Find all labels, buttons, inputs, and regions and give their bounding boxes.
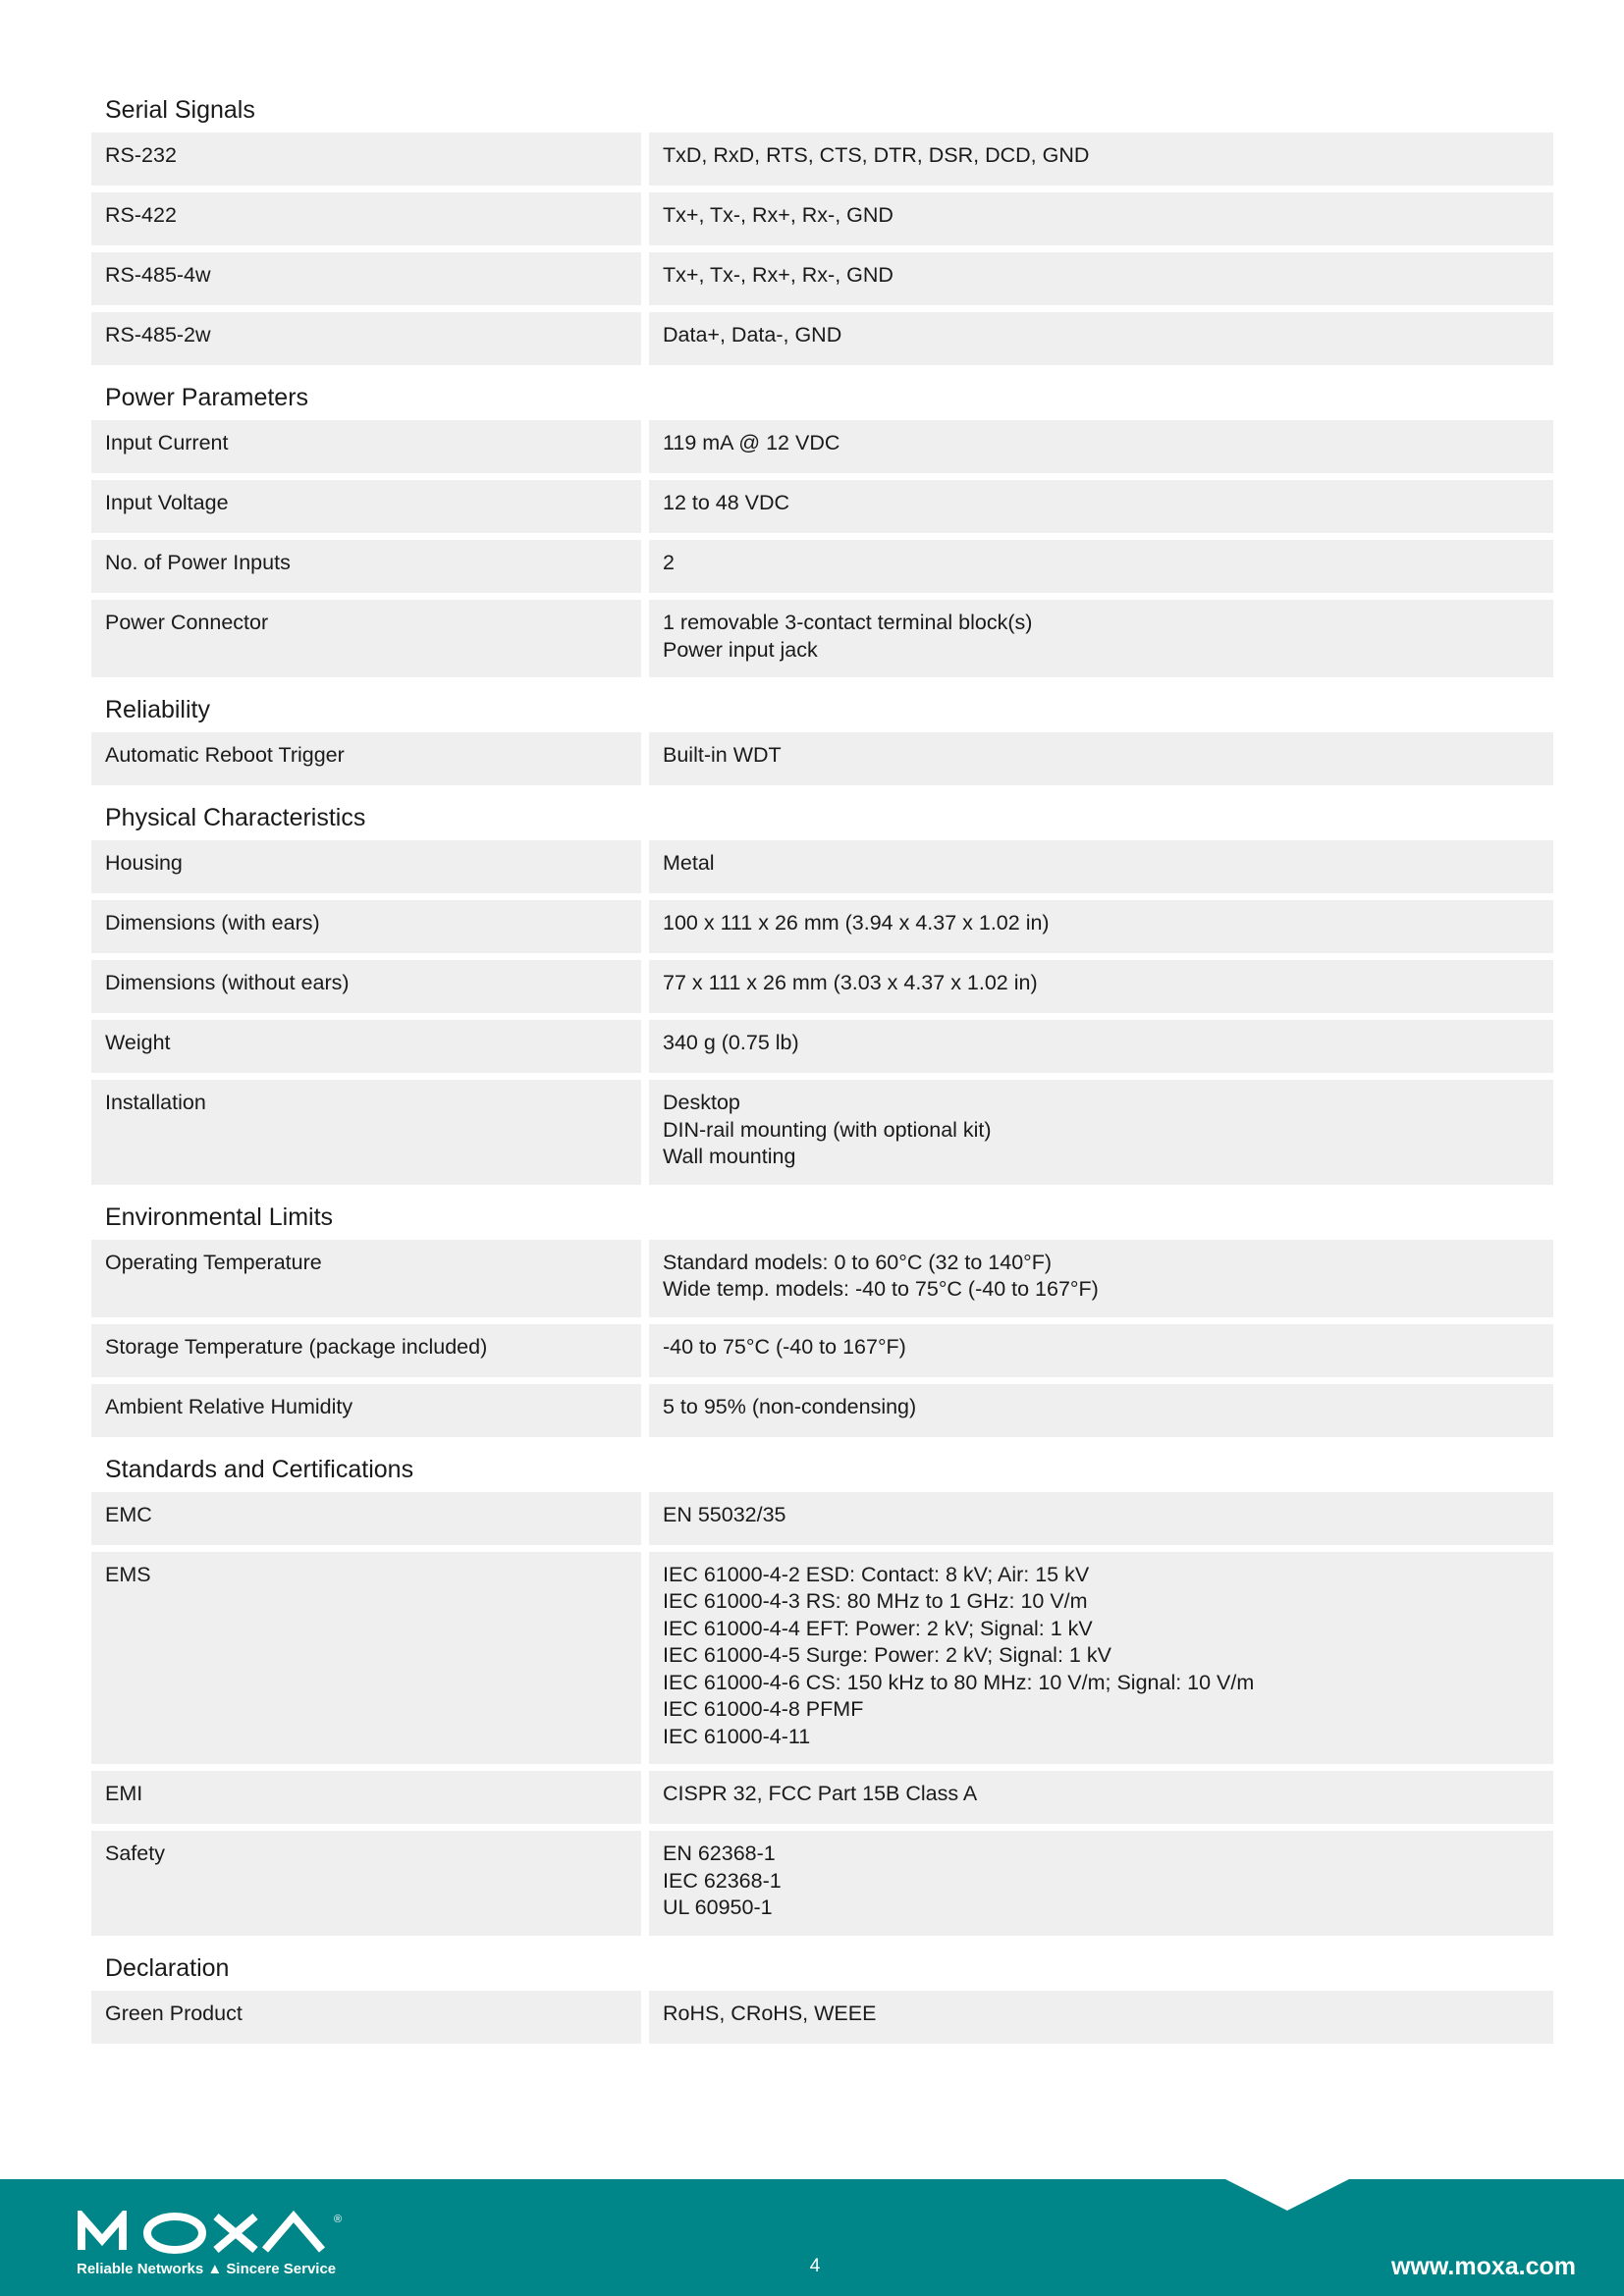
spec-value-line: Wall mounting (663, 1145, 796, 1168)
spec-label: Storage Temperature (package included) (91, 1324, 641, 1377)
spec-value (649, 732, 1553, 785)
spec-row (91, 1552, 1553, 1765)
spec-value-line: IEC 62368-1 (663, 1868, 782, 1893)
spec-value (649, 1492, 1553, 1545)
spec-row (91, 900, 1553, 953)
section-title: Declaration (105, 1953, 230, 1982)
spec-row (91, 1240, 1553, 1317)
spec-value (649, 840, 1553, 893)
spec-value-line: Wide temp. models: -40 to 75°C (-40 to 167°F) (663, 1277, 1099, 1301)
spec-value-line: IEC 61000-4-5 Surge: Power: 2 kV; Signal: 1 kV (663, 1643, 1111, 1667)
spec-row (91, 252, 1553, 305)
svg-text:®: ® (334, 2214, 343, 2225)
spec-value-line: Tx+, Tx-, Rx+, Rx-, GND (663, 203, 893, 227)
spec-value-line: EN 55032/35 (663, 1502, 786, 1526)
spec-label: Dimensions (with ears) (91, 900, 641, 953)
spec-label: Installation (91, 1080, 641, 1185)
spec-value-line: 12 to 48 VDC (663, 491, 790, 514)
spec-value (649, 1384, 1553, 1437)
spec-row (91, 732, 1553, 785)
spec-value (649, 192, 1553, 245)
spec-value (649, 420, 1553, 473)
spec-value-line: -40 to 75°C (-40 to 167°F) (663, 1334, 906, 1359)
spec-value-line: UL 60950-1 (663, 1896, 773, 1919)
spec-row (91, 1991, 1553, 2044)
spec-label: EMS (91, 1552, 641, 1765)
spec-row (91, 192, 1553, 245)
footer-url[interactable]: www.moxa.com (1390, 2253, 1576, 2280)
spec-value-line: 2 (663, 551, 675, 574)
spec-value-line: Standard models: 0 to 60°C (32 to 140°F) (663, 1250, 1053, 1274)
spec-label: Operating Temperature (91, 1240, 641, 1317)
spec-row (91, 480, 1553, 533)
spec-value (649, 900, 1553, 953)
spec-value-line: IEC 61000-4-4 EFT: Power: 2 kV; Signal: 1 kV (663, 1616, 1093, 1640)
spec-value-line: Built-in WDT (663, 743, 782, 767)
spec-value-line: IEC 61000-4-11 (663, 1724, 811, 1748)
spec-label: Weight (91, 1020, 641, 1073)
spec-value-line: RoHS, CRoHS, WEEE (663, 2001, 877, 2025)
spec-value-line: 1 removable 3-contact terminal block(s) (663, 611, 1033, 634)
spec-value-line: Desktop (663, 1091, 740, 1114)
spec-label: Dimensions (without ears) (91, 960, 641, 1013)
spec-section (91, 381, 1553, 677)
spec-value (649, 1552, 1553, 1765)
spec-value-line: Tx+, Tx-, Rx+, Rx-, GND (663, 263, 893, 287)
spec-label: Input Voltage (91, 480, 641, 533)
spec-row (91, 960, 1553, 1013)
spec-value-line: CISPR 32, FCC Part 15B Class A (663, 1782, 978, 1805)
spec-value-line: IEC 61000-4-2 ESD: Contact: 8 kV; Air: 15 kV (663, 1562, 1090, 1586)
spec-value-line: IEC 61000-4-3 RS: 80 MHz to 1 GHz: 10 V/m (663, 1589, 1088, 1613)
spec-value (649, 133, 1553, 186)
footer-tagline: Reliable Networks ▲ Sincere Service (77, 2261, 337, 2277)
spec-value-line: DIN-rail mounting (with optional kit) (663, 1117, 992, 1142)
spec-label: RS-422 (91, 192, 641, 245)
section-title: Serial Signals (105, 96, 255, 124)
spec-value-line: IEC 61000-4-6 CS: 150 kHz to 80 MHz: 10 V/m; Signal: 10 V/m (663, 1670, 1255, 1694)
moxa-logo (77, 2211, 352, 2256)
spec-value (649, 1991, 1553, 2044)
spec-content (91, 91, 1553, 2051)
spec-value-line: TxD, RxD, RTS, CTS, DTR, DSR, DCD, GND (663, 143, 1090, 167)
spec-value (649, 1240, 1553, 1317)
spec-label: Input Current (91, 420, 641, 473)
spec-label: Housing (91, 840, 641, 893)
spec-value-line: 119 mA @ 12 VDC (663, 431, 840, 454)
section-title: Physical Characteristics (105, 804, 366, 831)
spec-section (91, 1201, 1553, 1437)
spec-row (91, 840, 1553, 893)
spec-row (91, 600, 1553, 677)
spec-value (649, 1080, 1553, 1185)
spec-value (649, 312, 1553, 365)
spec-label: Safety (91, 1831, 641, 1936)
spec-row (91, 420, 1553, 473)
spec-label: EMI (91, 1771, 641, 1824)
spec-value (649, 252, 1553, 305)
spec-value-line: 100 x 111 x 26 mm (3.94 x 4.37 x 1.02 in) (663, 911, 1050, 934)
spec-value-line: EN 62368-1 (663, 1842, 776, 1865)
spec-label: RS-485-2w (91, 312, 641, 365)
spec-value (649, 540, 1553, 593)
spec-section (91, 1453, 1553, 1936)
spec-value-line: 340 g (0.75 lb) (663, 1031, 799, 1054)
section-title: Standards and Certifications (105, 1455, 414, 1483)
spec-row (91, 540, 1553, 593)
spec-row (91, 1020, 1553, 1073)
spec-row (91, 1771, 1553, 1824)
spec-value (649, 1831, 1553, 1936)
spec-value (649, 600, 1553, 677)
spec-label: RS-485-4w (91, 252, 641, 305)
spec-section (91, 693, 1553, 785)
page-number: 4 (809, 2256, 821, 2276)
spec-value-line: Power input jack (663, 637, 818, 662)
spec-label: RS-232 (91, 133, 641, 186)
page-footer (0, 2179, 1624, 2296)
spec-row (91, 1384, 1553, 1437)
spec-section (91, 1951, 1553, 2044)
spec-row (91, 1831, 1553, 1936)
section-title: Environmental Limits (105, 1202, 334, 1231)
spec-section (91, 801, 1553, 1185)
spec-label: Automatic Reboot Trigger (91, 732, 641, 785)
spec-row (91, 133, 1553, 186)
spec-label: EMC (91, 1492, 641, 1545)
spec-value (649, 960, 1553, 1013)
section-title: Reliability (105, 696, 210, 723)
spec-value-line: IEC 61000-4-8 PFMF (663, 1697, 864, 1721)
spec-value (649, 1020, 1553, 1073)
spec-label: Power Connector (91, 600, 641, 677)
section-title: Power Parameters (105, 384, 309, 411)
spec-value-line: Metal (663, 851, 715, 875)
spec-row (91, 1492, 1553, 1545)
spec-value (649, 480, 1553, 533)
spec-row (91, 1080, 1553, 1185)
spec-value (649, 1771, 1553, 1824)
spec-value (649, 1324, 1553, 1377)
spec-label: Ambient Relative Humidity (91, 1384, 641, 1437)
spec-section (91, 93, 1553, 365)
spec-row (91, 1324, 1553, 1377)
spec-row (91, 312, 1553, 365)
spec-label: No. of Power Inputs (91, 540, 641, 593)
spec-label: Green Product (91, 1991, 641, 2044)
spec-value-line: 77 x 111 x 26 mm (3.03 x 4.37 x 1.02 in) (663, 971, 1038, 994)
spec-value-line: 5 to 95% (non-condensing) (663, 1394, 917, 1418)
spec-value-line: Data+, Data-, GND (663, 323, 842, 347)
